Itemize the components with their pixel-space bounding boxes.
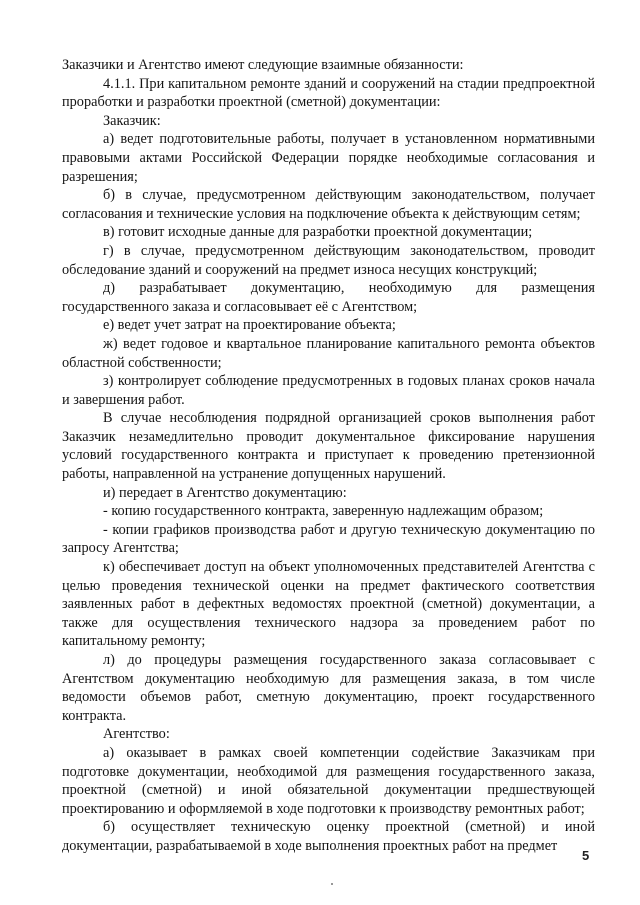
paragraph-intro: Заказчики и Агентство имеют следующие взаимные обязанности: <box>62 57 464 73</box>
customer-item-g: г) в случае, предусмотренном действующим законодательством, проводит обследование зданий и сооружений на предмет износа несущих конструкций; <box>62 242 595 278</box>
customer-item-i-schedules: - копии графиков производства работ и другую техническую документацию по запросу Агентства; <box>62 521 595 557</box>
scan-speck <box>331 883 333 885</box>
page-number: 5 <box>582 848 590 863</box>
customer-item-l: л) до процедуры размещения государственного заказа согласовывает с Агентством документацию необходимую для размещения заказа, в том числе ведомости объемов работ, сметную документацию, проект государственного контракта. <box>62 652 595 724</box>
customer-item-a: а) ведет подготовительные работы, получает в установленном нормативными правовыми актами Российской Федерации порядке необходимые согласования и разрешения; <box>62 131 595 185</box>
paragraph-clause-4-1-1: 4.1.1. При капитальном ремонте зданий и сооружений на стадии предпроектной проработки и разработки проектной (сметной) документации: <box>62 75 595 111</box>
agency-item-a: а) оказывает в рамках своей компетенции содействие Заказчикам при подготовке документации, необходимой для размещения государственного заказа, проектной (сметной) и иной обязательной документации предшествующей проектированию и оформляемой в ходе подготовки к производству ремонтных работ; <box>62 744 595 817</box>
customer-item-zh: ж) ведет годовое и квартальное планирование капитального ремонта объектов областной собственности; <box>62 335 595 371</box>
customer-item-d: д) разрабатывает документацию, необходимую для размещения государственного заказа и согласовывает её с Агентством; <box>62 280 595 315</box>
customer-item-i-contract-copy: - копию государственного контракта, заверенную надлежащим образом; <box>103 503 544 520</box>
paragraph-non-compliance: В случае несоблюдения подрядной организацией сроков выполнения работ Заказчик незамедлительно проводит документальное фиксирование нарушения условий государственного контракта и приступает к проведению претензионной работы, направленной на устранение допущенных нарушений. <box>62 410 595 483</box>
customer-item-e: е) ведет учет затрат на проектирование объекта; <box>103 317 396 334</box>
customer-item-i: и) передает в Агентство документацию: <box>103 484 347 501</box>
customer-item-b: б) в случае, предусмотренном действующим законодательством, получает согласования и технические условия на подключение объекта к действующим сетям; <box>62 187 595 222</box>
customer-item-k: к) обеспечивает доступ на объект уполномоченных представителей Агентства с целью проведения технической оценки на предмет фактического соответствия заявленных работ в дефектных ведомостях проектной (сметной) документации, а также для осуществления технического надзора за проведением работ по капитальному ремонту; <box>62 559 595 650</box>
document-body <box>62 56 595 856</box>
customer-heading: Заказчик: <box>103 112 161 129</box>
customer-item-v: в) готовит исходные данные для разработки проектной документации; <box>103 224 533 241</box>
agency-item-b: б) осуществляет техническую оценку проектной (сметной) и иной документации, разрабатываемой в ходе выполнения проектных работ на предмет <box>62 819 595 854</box>
customer-item-z: з) контролирует соблюдение предусмотренных в годовых планах сроков начала и завершения работ. <box>62 373 595 408</box>
agency-heading: Агентство: <box>103 726 170 743</box>
